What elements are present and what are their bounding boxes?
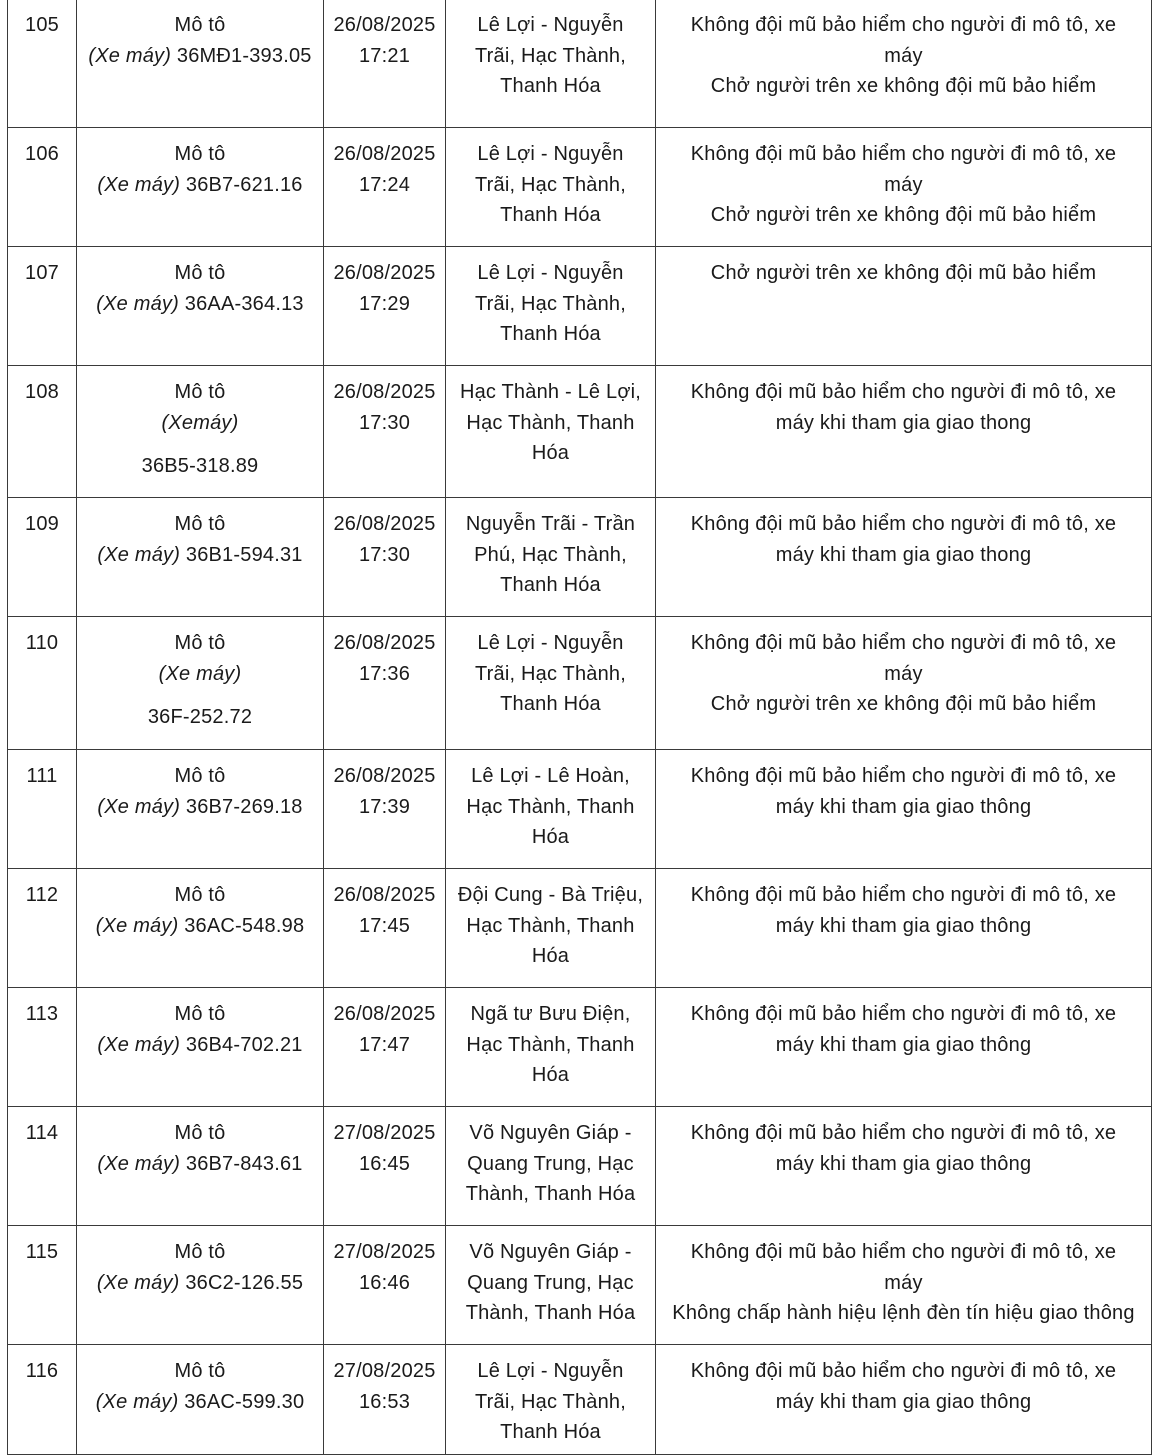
location-line: Trãi, Hạc Thành,: [474, 662, 627, 685]
location-line: Hạc Thành, Thanh: [466, 1033, 635, 1056]
vehicle-kind: (Xe máy): [95, 1390, 179, 1413]
location-line: Nguyễn Trãi - Trần: [465, 513, 636, 535]
table-row: [8, 0, 1152, 128]
violation-time: 17:21: [358, 44, 411, 67]
vehicle-kind: (Xe máy): [97, 173, 181, 196]
location-line: Quang Trung, Hạc: [467, 1152, 634, 1175]
violation-line: Không đội mũ bảo hiểm cho người đi mô tô, xe: [690, 1122, 1117, 1144]
violation-cell: [656, 247, 1152, 366]
violation-date: 26/08/2025: [333, 14, 436, 36]
location-line: Thanh Hóa: [500, 1421, 601, 1443]
violation-date: 27/08/2025: [333, 1122, 436, 1144]
location-line: Lê Lợi - Nguyễn: [477, 262, 624, 284]
license-plate: 36F-252.72: [147, 706, 253, 728]
violation-time: 16:53: [358, 1390, 411, 1413]
violation-line: Không đội mũ bảo hiểm cho người đi mô tô, xe: [690, 513, 1117, 535]
vehicle-cell: [77, 1226, 324, 1345]
datetime-cell: [324, 1107, 446, 1226]
location-line: Hạc Thành, Thanh: [466, 411, 635, 434]
location-cell: [446, 1226, 656, 1345]
vehicle-type: Mô tô: [174, 14, 226, 36]
violations-table-body: [8, 0, 1152, 1455]
table-row: [8, 247, 1152, 366]
location-line: Thanh Hóa: [500, 75, 601, 97]
violation-line: Chở người trên xe không đội mũ bảo hiểm: [710, 262, 1097, 284]
vehicle-kind-plate-line: [81, 1268, 319, 1299]
row-number: 115: [8, 1226, 77, 1345]
violation-line: Không đội mũ bảo hiểm cho người đi mô tô, xe: [690, 1003, 1117, 1025]
location-line: Trãi, Hạc Thành,: [474, 44, 627, 67]
violation-date: 26/08/2025: [333, 884, 436, 906]
datetime-cell: [324, 750, 446, 869]
row-number: 111: [8, 750, 77, 869]
table-row: [8, 750, 1152, 869]
vehicle-kind: (Xe máy): [97, 1152, 181, 1175]
license-plate: 36B1-594.31: [185, 543, 303, 566]
row-number: 112: [8, 869, 77, 988]
location-line: Thanh Hóa: [500, 574, 601, 596]
vehicle-kind-plate-line: [81, 792, 319, 823]
row-number: 113: [8, 988, 77, 1107]
vehicle-type: Mô tô: [174, 1003, 226, 1025]
vehicle-cell: [77, 988, 324, 1107]
violation-line: Chở người trên xe không đội mũ bảo hiểm: [710, 204, 1097, 226]
location-cell: [446, 1107, 656, 1226]
violation-line: Không đội mũ bảo hiểm cho người đi mô tô, xe: [690, 143, 1117, 165]
vehicle-cell: [77, 128, 324, 247]
location-line: Thành, Thanh Hóa: [465, 1183, 636, 1205]
location-line: Hạc Thành, Thanh: [466, 795, 635, 818]
location-cell: [446, 128, 656, 247]
table-row: [8, 1226, 1152, 1345]
row-number: 107: [8, 247, 77, 366]
vehicle-type: Mô tô: [174, 1241, 226, 1263]
location-line: Quang Trung, Hạc: [467, 1271, 634, 1294]
row-number: 105: [8, 0, 77, 128]
location-line: Trãi, Hạc Thành,: [474, 1390, 627, 1413]
license-plate: 36AA-364.13: [184, 292, 304, 315]
table-row: [8, 1107, 1152, 1226]
violation-line: Không đội mũ bảo hiểm cho người đi mô tô, xe: [690, 765, 1117, 787]
violation-date: 26/08/2025: [333, 513, 436, 535]
location-line: Hóa: [531, 945, 570, 967]
violation-time: 17:47: [358, 1033, 411, 1056]
row-number: 106: [8, 128, 77, 247]
license-plate: 36AC-548.98: [184, 914, 305, 937]
row-number: 114: [8, 1107, 77, 1226]
violation-line: Không đội mũ bảo hiểm cho người đi mô tô, xe: [690, 1360, 1117, 1382]
violation-time: 17:24: [358, 173, 411, 196]
violation-cell: [656, 617, 1152, 750]
violation-date: 26/08/2025: [333, 381, 436, 403]
vehicle-kind-plate-line: [81, 41, 319, 72]
location-cell: [446, 498, 656, 617]
vehicle-type: Mô tô: [174, 381, 226, 403]
vehicle-kind: (Xe máy): [96, 292, 179, 315]
vehicle-kind: (Xe máy): [97, 795, 181, 818]
location-line: Hóa: [531, 1064, 570, 1086]
vehicle-cell: [77, 750, 324, 869]
vehicle-cell: [77, 617, 324, 750]
location-line: Lê Lợi - Nguyễn: [477, 143, 624, 165]
license-plate: 36B5-318.89: [141, 455, 259, 477]
location-line: Hạc Thành - Lê Lợi,: [459, 381, 642, 403]
vehicle-kind-plate-line: [81, 911, 319, 942]
violation-line: máy khi tham gia giao thông: [775, 1390, 1032, 1413]
violation-time: 17:36: [358, 662, 411, 685]
location-line: Trãi, Hạc Thành,: [474, 292, 627, 315]
violation-cell: [656, 0, 1152, 128]
violation-line: Không đội mũ bảo hiểm cho người đi mô tô, xe: [690, 632, 1117, 654]
location-line: Lê Lợi - Nguyễn: [477, 14, 624, 36]
violation-line: Không đội mũ bảo hiểm cho người đi mô tô, xe: [690, 381, 1117, 403]
datetime-cell: [324, 247, 446, 366]
license-plate: 36B7-621.16: [185, 173, 303, 196]
license-plate: 36MĐ1-393.05: [176, 44, 312, 67]
table-row: [8, 617, 1152, 750]
location-cell: [446, 750, 656, 869]
violation-cell: [656, 750, 1152, 869]
location-line: Trãi, Hạc Thành,: [474, 173, 627, 196]
violation-line: máy: [884, 1271, 923, 1294]
vehicle-type: Mô tô: [174, 765, 226, 787]
vehicle-kind: (Xe máy): [97, 1033, 181, 1056]
vehicle-kind-plate-line: [81, 289, 319, 320]
location-line: Hạc Thành, Thanh: [466, 914, 635, 937]
violation-time: 17:39: [358, 795, 411, 818]
datetime-cell: [324, 1226, 446, 1345]
location-line: Thành, Thanh Hóa: [465, 1302, 636, 1324]
license-plate: 36B7-843.61: [185, 1152, 303, 1175]
vehicle-kind: (Xemáy): [161, 411, 239, 434]
table-row: [8, 128, 1152, 247]
location-line: Thanh Hóa: [500, 693, 601, 715]
license-plate: 36AC-599.30: [184, 1390, 305, 1413]
location-line: Lê Lợi - Nguyễn: [477, 1360, 624, 1382]
vehicle-kind-plate-line: [81, 1387, 319, 1418]
violation-line: Không đội mũ bảo hiểm cho người đi mô tô, xe: [690, 1241, 1117, 1263]
violation-date: 26/08/2025: [333, 632, 436, 654]
violation-line: máy khi tham gia giao thong: [775, 411, 1032, 434]
location-line: Võ Nguyên Giáp -: [469, 1241, 632, 1263]
violation-line: máy khi tham gia giao thông: [775, 1152, 1032, 1175]
location-cell: [446, 988, 656, 1107]
violation-date: 26/08/2025: [333, 765, 436, 787]
table-row: [8, 498, 1152, 617]
violation-line: máy khi tham gia giao thông: [775, 795, 1032, 818]
row-number: 116: [8, 1345, 77, 1455]
vehicle-kind: (Xe máy): [88, 44, 172, 67]
vehicle-cell: [77, 869, 324, 988]
table-row: [8, 869, 1152, 988]
violation-time: 17:45: [358, 914, 411, 937]
datetime-cell: [324, 1345, 446, 1455]
row-number: 108: [8, 366, 77, 498]
license-plate: 36B4-702.21: [185, 1033, 303, 1056]
vehicle-cell: [77, 1107, 324, 1226]
location-line: Phú, Hạc Thành,: [474, 543, 627, 566]
violation-date: 26/08/2025: [333, 262, 436, 284]
location-cell: [446, 0, 656, 128]
violation-date: 27/08/2025: [333, 1241, 436, 1263]
license-plate: 36B7-269.18: [185, 795, 303, 818]
vehicle-type: Mô tô: [174, 262, 226, 284]
datetime-cell: [324, 366, 446, 498]
vehicle-kind: (Xe máy): [95, 914, 179, 937]
vehicle-kind-plate-line: [81, 540, 319, 571]
table-row: [8, 988, 1152, 1107]
location-line: Đội Cung - Bà Triệu,: [457, 884, 644, 906]
vehicle-kind-plate-line: [81, 1030, 319, 1061]
datetime-cell: [324, 498, 446, 617]
vehicle-cell: [77, 0, 324, 128]
vehicle-cell: [77, 247, 324, 366]
vehicle-type: Mô tô: [174, 632, 226, 654]
violation-time: 16:45: [358, 1152, 411, 1175]
datetime-cell: [324, 0, 446, 128]
vehicle-kind-plate-line: [81, 1149, 319, 1180]
violation-line: máy: [884, 662, 923, 685]
violation-cell: [656, 988, 1152, 1107]
violation-cell: [656, 1345, 1152, 1455]
violation-cell: [656, 1107, 1152, 1226]
violation-cell: [656, 869, 1152, 988]
violation-line: máy khi tham gia giao thong: [775, 543, 1032, 566]
datetime-cell: [324, 128, 446, 247]
datetime-cell: [324, 617, 446, 750]
vehicle-kind-plate-line: [81, 170, 319, 201]
violation-cell: [656, 128, 1152, 247]
violation-line: Chở người trên xe không đội mũ bảo hiểm: [710, 693, 1097, 715]
vehicle-type: Mô tô: [174, 1122, 226, 1144]
vehicle-type: Mô tô: [174, 1360, 226, 1382]
violation-line: Không chấp hành hiệu lệnh đèn tín hiệu giao thông: [672, 1302, 1135, 1324]
location-line: Lê Lợi - Nguyễn: [477, 632, 624, 654]
vehicle-kind: (Xe máy): [97, 543, 181, 566]
vehicle-cell: [77, 498, 324, 617]
violation-cell: [656, 498, 1152, 617]
violation-line: Chở người trên xe không đội mũ bảo hiểm: [710, 75, 1097, 97]
violation-line: máy khi tham gia giao thông: [775, 1033, 1032, 1056]
datetime-cell: [324, 988, 446, 1107]
vehicle-type: Mô tô: [174, 884, 226, 906]
location-line: Thanh Hóa: [500, 204, 601, 226]
row-number: 109: [8, 498, 77, 617]
violation-time: 17:30: [358, 411, 411, 434]
location-cell: [446, 247, 656, 366]
violation-date: 26/08/2025: [333, 1003, 436, 1025]
location-line: Ngã tư Bưu Điện,: [470, 1003, 631, 1025]
violation-line: Không đội mũ bảo hiểm cho người đi mô tô, xe: [690, 14, 1117, 36]
violation-line: máy: [884, 173, 923, 196]
violation-time: 17:29: [358, 292, 411, 315]
vehicle-cell: [77, 1345, 324, 1455]
vehicle-type: Mô tô: [174, 513, 226, 535]
datetime-cell: [324, 869, 446, 988]
location-cell: [446, 617, 656, 750]
location-cell: [446, 366, 656, 498]
vehicle-kind: (Xe máy): [96, 1271, 180, 1294]
violation-cell: [656, 366, 1152, 498]
row-number: 110: [8, 617, 77, 750]
violation-date: 26/08/2025: [333, 143, 436, 165]
violation-line: máy: [884, 44, 923, 67]
location-line: Hóa: [531, 826, 570, 848]
vehicle-cell: [77, 366, 324, 498]
violation-date: 27/08/2025: [333, 1360, 436, 1382]
license-plate: 36C2-126.55: [185, 1271, 304, 1294]
location-line: Hóa: [531, 442, 570, 464]
location-cell: [446, 869, 656, 988]
violation-time: 16:46: [358, 1271, 411, 1294]
violation-time: 17:30: [358, 543, 411, 566]
table-row: [8, 366, 1152, 498]
location-cell: [446, 1345, 656, 1455]
location-line: Lê Lợi - Lê Hoàn,: [471, 765, 630, 787]
location-line: Thanh Hóa: [500, 323, 601, 345]
vehicle-kind: (Xe máy): [158, 662, 242, 685]
location-line: Võ Nguyên Giáp -: [469, 1122, 632, 1144]
violations-table: [7, 0, 1152, 1455]
violation-line: Không đội mũ bảo hiểm cho người đi mô tô, xe: [690, 884, 1117, 906]
violation-cell: [656, 1226, 1152, 1345]
table-row: [8, 1345, 1152, 1455]
violation-line: máy khi tham gia giao thông: [775, 914, 1032, 937]
vehicle-type: Mô tô: [174, 143, 226, 165]
